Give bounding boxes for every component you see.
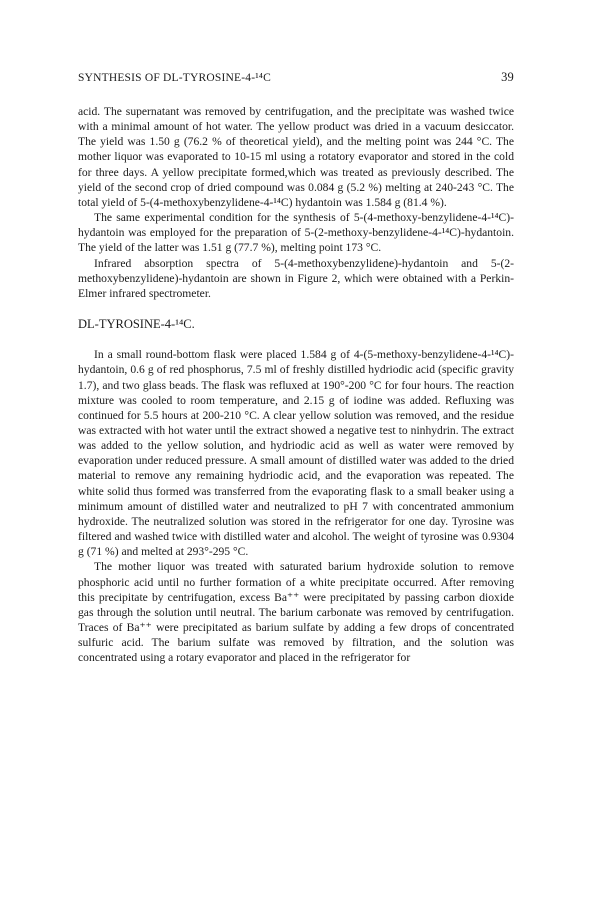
section-heading: DL-TYROSINE-4-¹⁴C. <box>78 317 195 332</box>
running-title: SYNTHESIS OF DL-TYROSINE-4-¹⁴C <box>78 72 271 84</box>
running-header <box>78 70 514 85</box>
paragraph-mother-liquor: The mother liquor was treated with saturated barium hydroxide solution to remove phosphoric acid until no further formation of a white precipitate occurred. After removing this precipitate by centrifugation, excess Ba⁺⁺ were precipitated by passing carbon dioxide gas through the solution until neutral. The barium carbonate was removed by centrifugation. Traces of Ba⁺⁺ were precipitated as barium sulfate by adding a few drops of concentrated sulfuric acid. The barium sulfate was removed by filtration, and the solution was concentrated using a rotary evaporator and placed in the refrigerator for <box>78 560 514 665</box>
paragraph-ortho-methoxy-synthesis: The same experimental condition for the synthesis of 5-(4-methoxy-benzylidene-4-¹⁴C)-hydantoin was employed for the preparation of 5-(2-methoxy-benzylidene-4-¹⁴C)-hydantoin. The yield of the latter was 1.51 g (77.7 %), melting point 173 °C. <box>78 211 514 255</box>
page-number: 39 <box>501 70 514 84</box>
body-text <box>78 104 514 665</box>
paragraph-continuation: acid. The supernatant was removed by centrifugation, and the precipitate was washed twice with a minimal amount of hot water. The yellow product was dried in a vacuum desiccator. The yield was 1.50 g (76.2 % of theoretical yield), and the melting point was 244 °C. The mother liquor was evaporated to 10-15 ml using a rotatory evaporator and stored in the cold for three days. A yellow precipitate formed,which was treated as previously described. The yield of the second crop of dried compound was 0.084 g (5.2 %) melting at 240-243 °C. The total yield of 5-(4-methoxybenzylidene-4-¹⁴C) hydantoin was 1.584 g (81.4 %). <box>78 105 514 209</box>
paragraph-tyrosine-procedure: In a small round-bottom flask were placed 1.584 g of 4-(5-methoxy-benzylidene-4-¹⁴C)-hydantoin, 0.6 g of red phosphorus, 7.5 ml of freshly distilled hydriodic acid (specific gravity 1.7), and two glass beads. The flask was refluxed at 190°-200 °C for four hours. The reaction mixture was cooled to room temperature, and 2.15 g of iodine was added. Refluxing was continued for 5.5 hours at 200-210 °C. A clear yellow solution was removed, and the residue was extracted with hot water until the extract showed a negative test to ninhydrin. The extract was added to the yellow solution, and hydriodic acid as well as water were removed by evaporation under reduced pressure. A small amount of distilled water was added to the dried material to remove any remaining hydriodic acid, and the evaporation was repeated. The white solid thus formed was transferred from the evaporating flask to a small beaker using a minimum amount of distilled water and neutralized to pH 7 with concentrated ammonium hydroxide. The neutralized solution was stored in the refrigerator for one day. Tyrosine was filtered and washed twice with distilled water and alcohol. The weight of tyrosine was 0.9304 g (71 %) and melted at 293°-295 °C. <box>78 348 514 559</box>
paragraph-infrared-spectra: Infrared absorption spectra of 5-(4-methoxybenzylidene)-hydantoin and 5-(2-methoxybenzylidene)-hydantoin are shown in Figure 2, which were obtained with a Perkin-Elmer infrared spectrometer. <box>78 256 514 300</box>
